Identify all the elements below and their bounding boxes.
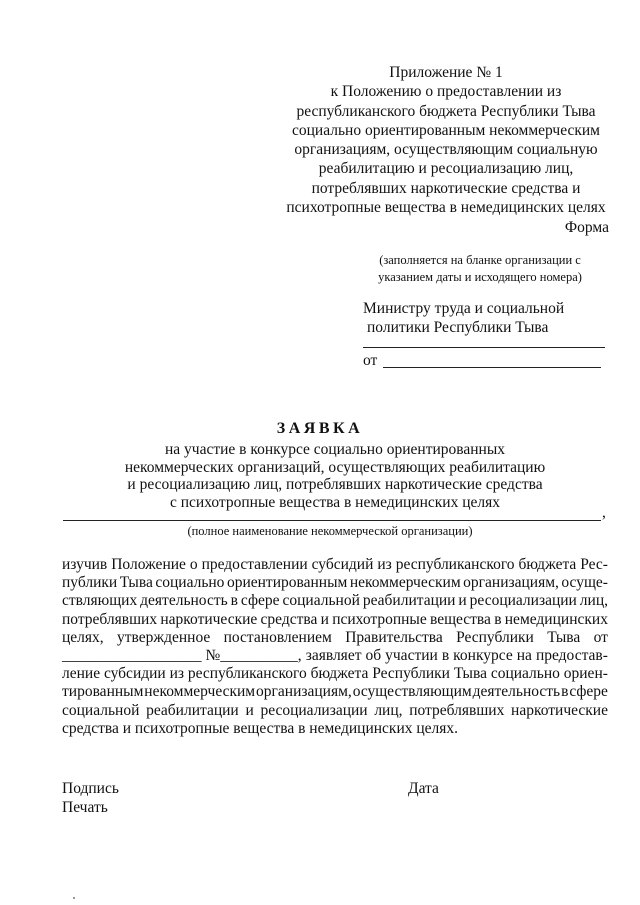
body-word: социально: [155, 574, 225, 592]
body-word: утвержденное: [117, 628, 211, 646]
body-word: Республики: [456, 628, 534, 646]
letterhead-note: [360, 252, 600, 286]
body-word: Тыва: [453, 665, 487, 683]
body-word: сфере: [240, 592, 280, 610]
body-word: в: [561, 683, 569, 701]
body-word: и: [245, 701, 254, 719]
body-word: изучив: [62, 556, 108, 573]
body-word: республиканского: [187, 665, 307, 683]
body-word: бюджета: [310, 665, 369, 683]
body-word: осуще-: [561, 574, 608, 592]
addressee-line: политики Республики Тыва: [367, 319, 549, 336]
from-blank-line[interactable]: [383, 367, 601, 368]
scan-speck: [73, 897, 75, 899]
subtitle-line: и ресоциализацию лиц, потреблявших наркотические средства: [127, 476, 543, 493]
body-word: целях,: [62, 628, 104, 646]
body-word: деятельность: [140, 592, 228, 610]
body-word: Рес-: [580, 556, 608, 573]
body-word: потреблявших: [62, 610, 158, 628]
body-word: некоммерческим: [349, 574, 461, 592]
subtitle-line: на участие в конкурсе социально ориентированных: [164, 441, 506, 458]
body-word: вещества: [429, 610, 491, 628]
body-word: ориен-: [563, 665, 608, 683]
body-word: Тыва: [547, 628, 581, 646]
appendix-line: реабилитацию и ресоциализацию лиц,: [318, 160, 574, 178]
body-word: деятельность: [472, 683, 561, 701]
appendix-line: республиканского бюджета Республики Тыва: [296, 102, 596, 120]
body-word: социальной: [62, 701, 140, 719]
appendix-line: организациям, осуществляющим социальную: [294, 141, 598, 159]
body-word: бюджета: [518, 556, 577, 573]
body-word: постановлением: [223, 628, 332, 646]
body-word: осуществляющим: [352, 683, 472, 701]
body-word: социально: [490, 665, 560, 683]
body-line: [62, 592, 608, 610]
organization-name-caption: (полное наименование некоммерческой организации): [187, 524, 473, 538]
body-line: средства и психотропные вещества в немедицинских целях.: [62, 719, 459, 737]
body-word: о: [189, 556, 198, 573]
body-word: социальной: [282, 592, 360, 610]
addressee-block: [363, 299, 564, 337]
body-word: реабилитации: [362, 592, 456, 610]
body-word: ление: [62, 665, 101, 683]
body-word: и: [320, 610, 329, 628]
body-word: Правительства: [345, 628, 443, 646]
body-word: лиц,: [579, 592, 608, 610]
body-word: ресоциализации: [469, 592, 577, 610]
body-word: и: [458, 592, 467, 610]
appendix-header: [280, 63, 612, 217]
body-word: реабилитации: [146, 701, 239, 719]
subtitle-line: с психотропные вещества в немедицинских целях: [169, 493, 501, 511]
body-word: наркотические: [511, 701, 608, 719]
body-word: __________________: [62, 646, 202, 664]
body-word: Положение: [111, 556, 186, 573]
body-word: субсидий: [311, 556, 374, 573]
signature-block: [62, 780, 119, 817]
addressee-blank-line[interactable]: [363, 347, 605, 348]
body-word: наркотические: [160, 610, 258, 628]
body-word: №__________,: [205, 646, 302, 664]
body-word: некоммерческим: [144, 683, 256, 701]
appendix-line: социально ориентированным некоммерческим: [292, 121, 600, 139]
body-word: ориентированным: [226, 574, 348, 592]
body-line: [62, 556, 608, 574]
body-word: Тыва: [119, 574, 153, 592]
body-word: ствляющих: [62, 592, 138, 610]
body-line: [62, 611, 608, 629]
appendix-line: психотропные вещества в немедицинских целях: [286, 199, 606, 217]
body-word: из: [169, 665, 184, 683]
body-word: предостав-: [535, 646, 608, 664]
document-subtitle: [100, 441, 570, 511]
body-word: республиканского: [395, 556, 515, 573]
body-line: [62, 702, 608, 720]
body-word: средства: [260, 610, 318, 628]
appendix-line: Приложение № 1: [389, 64, 503, 81]
document-title: ЗАЯВКА: [276, 420, 364, 437]
body-word: участии: [385, 646, 438, 664]
body-word: в: [441, 646, 450, 664]
body-word: сфере: [569, 683, 608, 701]
note-line: (заполняется на бланке организации с: [379, 253, 581, 267]
org-line-comma: ,: [602, 504, 606, 521]
body-word: из: [377, 556, 392, 573]
body-word: конкурсе: [453, 646, 513, 664]
body-word: в: [230, 592, 238, 610]
body-word: субсидии: [103, 665, 166, 683]
from-label: от: [363, 352, 378, 369]
application-body: [62, 556, 608, 738]
stamp-label: Печать: [62, 798, 108, 816]
body-word: в: [494, 610, 502, 628]
organization-name-line[interactable]: [63, 520, 601, 521]
body-word: Республики: [372, 665, 450, 683]
body-word: потреблявших: [409, 701, 505, 719]
form-label: Форма: [564, 219, 609, 236]
body-word: тированным: [62, 683, 144, 701]
body-word: от: [593, 628, 608, 646]
body-word: организациям,: [256, 683, 352, 701]
body-word: предоставлении: [201, 556, 308, 573]
body-word: на: [516, 646, 532, 664]
subtitle-line: некоммерческих организаций, осуществляющих реабилитацию: [124, 458, 546, 476]
appendix-line: к Положению о предоставлении из: [330, 83, 562, 101]
body-word: об: [365, 646, 382, 664]
body-line: [62, 574, 608, 592]
body-line: [62, 665, 608, 683]
body-word: психотропные: [332, 610, 427, 628]
signature-label: Подпись: [62, 780, 119, 797]
body-word: лиц,: [374, 701, 403, 719]
body-word: ресоциализации: [260, 701, 368, 719]
body-word: организациям,: [463, 574, 559, 592]
appendix-line: потреблявших наркотические средства и: [311, 179, 581, 197]
addressee-line: Министру труда и социальной: [363, 300, 565, 317]
body-word: немедицинских: [504, 610, 608, 628]
body-line: [62, 647, 608, 665]
body-word: заявляет: [305, 646, 362, 664]
body-line: [62, 683, 608, 701]
note-line: указанием даты и исходящего номера): [378, 270, 582, 284]
date-label: Дата: [408, 780, 439, 797]
body-line: [62, 629, 608, 647]
body-word: публики: [62, 574, 118, 592]
